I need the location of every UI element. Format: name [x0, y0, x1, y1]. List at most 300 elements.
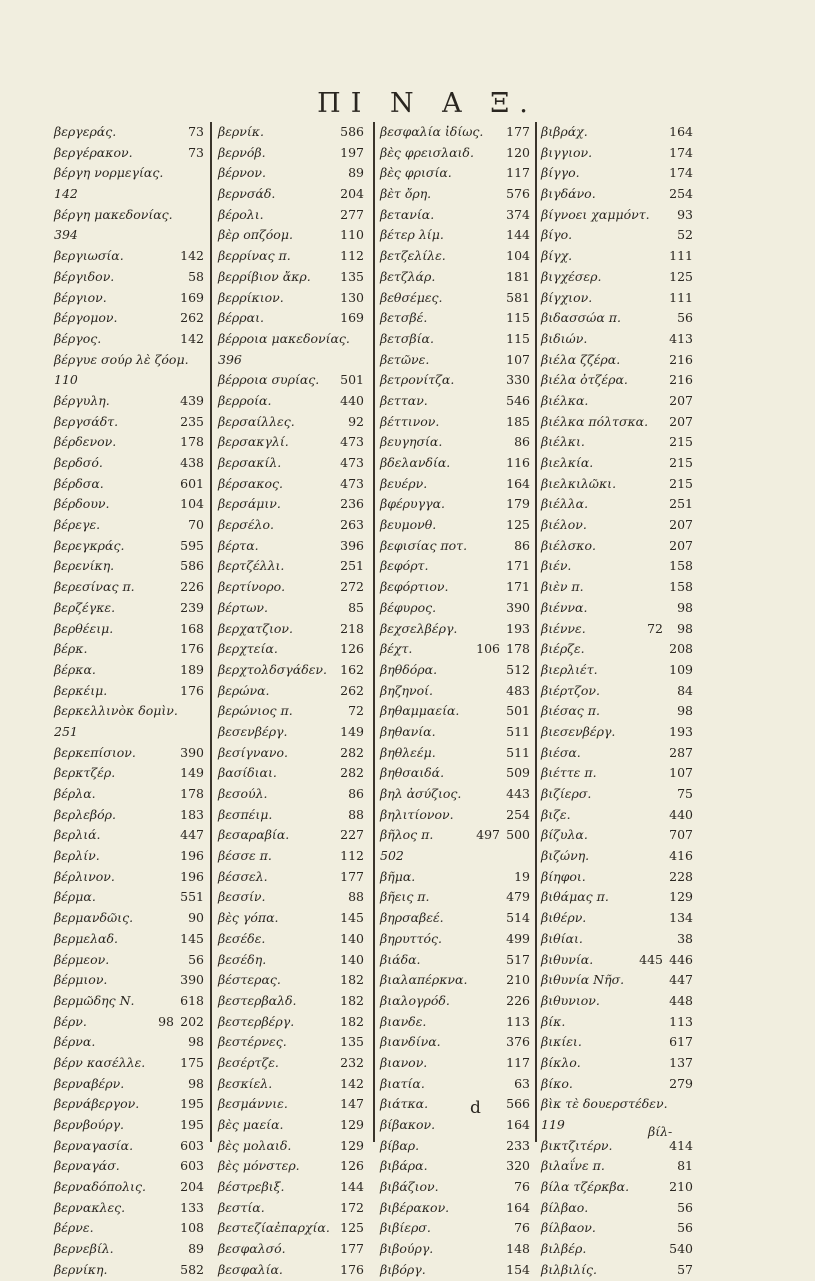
index-entry: [541, 950, 693, 971]
index-entry: [541, 225, 693, 246]
entry-page-number: 86: [348, 786, 364, 801]
entry-page-number: 169: [180, 289, 204, 305]
entry-term: βηλιτίονον.: [380, 806, 454, 822]
entry-term: βερνίκη.: [54, 1261, 108, 1277]
index-entry: [380, 929, 530, 950]
entry-page-number: 448: [669, 992, 693, 1008]
index-entry: [218, 122, 364, 143]
entry-page-number: 193: [669, 723, 693, 739]
index-entry: [218, 1218, 364, 1239]
entry-page-number: 202: [180, 1013, 204, 1029]
entry-term: βιβράχ.: [541, 124, 588, 139]
entry-term: βιέλα ὀτζέρα.: [541, 372, 628, 388]
index-entry: [380, 1218, 530, 1239]
index-entry: [541, 825, 693, 846]
entry-page-number: 129: [340, 1117, 364, 1132]
entry-page-number: 196: [180, 848, 204, 864]
index-entry: [380, 412, 530, 433]
index-column-4: [541, 122, 693, 1281]
entry-page-number: 262: [180, 310, 204, 326]
entry-term: βηρυττός.: [380, 930, 442, 946]
entry-term: βίλβαο.: [541, 1199, 589, 1215]
index-entry: [218, 701, 364, 722]
entry-page-number: 133: [180, 1199, 204, 1215]
entry-page-number: 182: [340, 972, 364, 988]
entry-term: βέρλα.: [54, 786, 96, 801]
entry-term: βεσσίν.: [218, 889, 266, 905]
entry-page-number: 499: [506, 930, 530, 946]
index-entry: [218, 577, 364, 598]
entry-page-number: 182: [340, 992, 364, 1008]
entry-page-number: 272: [340, 579, 364, 595]
entry-alt-page: 445: [639, 951, 663, 967]
index-entry: [380, 205, 530, 226]
entry-term: βῆμα.: [380, 868, 416, 884]
entry-page-number: 116: [506, 455, 530, 470]
entry-page-number: 414: [669, 1137, 693, 1153]
entry-alt-page: 98: [158, 1013, 174, 1029]
entry-term: βιλβέρ.: [541, 1241, 587, 1257]
column-divider: [535, 122, 537, 1142]
entry-page-number: 88: [348, 889, 364, 905]
entry-page-number: 72: [348, 703, 364, 719]
index-entry: [218, 370, 364, 391]
index-entry: [541, 494, 693, 515]
entry-term: βετζελίλε.: [380, 248, 446, 264]
index-entry: [380, 1074, 530, 1095]
index-entry: [54, 536, 204, 557]
entry-term: βιλαΐνε π.: [541, 1158, 605, 1174]
index-entry: [541, 432, 693, 453]
entry-page-number: 178: [180, 434, 204, 450]
index-entry: [380, 308, 530, 329]
index-entry: [218, 1032, 364, 1053]
entry-term: βιατία.: [380, 1075, 425, 1091]
index-entry: [541, 639, 693, 660]
entry-term: βερλιά.: [54, 827, 101, 843]
entry-page-number: 239: [180, 599, 204, 615]
index-entry: [218, 267, 364, 288]
entry-term: βεσφαλία.: [218, 1261, 283, 1277]
entry-term: βεστέρνες.: [218, 1034, 287, 1050]
entry-term: βιανον.: [380, 1054, 428, 1070]
entry-term: βιδιών.: [541, 330, 588, 346]
index-entry: [541, 184, 693, 205]
entry-term: βιβόργ.: [380, 1261, 426, 1277]
entry-term: βηθσαιδά.: [380, 765, 445, 781]
entry-term: βέρμεον.: [54, 951, 110, 967]
entry-page-number: 216: [669, 372, 693, 388]
index-entry: [54, 784, 204, 805]
entry-page-number: 169: [340, 310, 364, 326]
entry-page-number: 440: [669, 806, 693, 822]
index-entry: [218, 1074, 364, 1095]
index-entry: [380, 515, 530, 536]
entry-page-number: 215: [669, 475, 693, 491]
entry-page-number: 176: [340, 1261, 364, 1277]
entry-page-number: 189: [180, 661, 204, 677]
index-entry: [218, 329, 364, 350]
entry-page-number: 226: [180, 579, 204, 595]
index-entry: [380, 805, 530, 826]
entry-page-number: 88: [348, 806, 364, 822]
entry-term: 119: [541, 1117, 565, 1132]
entry-page-number: 168: [180, 620, 204, 636]
entry-page-number: 501: [340, 372, 364, 388]
entry-term: βιανδίνα.: [380, 1034, 441, 1050]
entry-term: βερσαίλλες.: [218, 413, 295, 429]
index-entry: [541, 163, 693, 184]
index-entry: [541, 763, 693, 784]
entry-term: βερενίκη.: [54, 558, 115, 574]
entry-page-number: 125: [506, 517, 530, 533]
index-entry: [541, 453, 693, 474]
entry-page-number: 581: [506, 289, 530, 305]
index-entry: [380, 825, 530, 846]
entry-term: βικτζιτέρν.: [541, 1137, 613, 1153]
entry-page-number: 287: [669, 744, 693, 760]
entry-page-number: 144: [340, 1179, 364, 1195]
entry-term: βίλα τζέρκβα.: [541, 1179, 630, 1195]
index-entry: [541, 329, 693, 350]
entry-term: βερχατζιον.: [218, 620, 293, 636]
entry-page-number: 603: [180, 1158, 204, 1174]
index-entry: [218, 763, 364, 784]
entry-page-number: 501: [506, 703, 530, 719]
index-entry: [541, 1156, 693, 1177]
entry-page-number: 582: [180, 1261, 204, 1277]
entry-term: βερσακίλ.: [218, 455, 282, 470]
entry-term: βέττινον.: [380, 413, 440, 429]
entry-page-number: 76: [514, 1220, 530, 1236]
entry-term: βέστερας.: [218, 972, 281, 988]
entry-page-number: 175: [180, 1054, 204, 1070]
index-entry: [218, 205, 364, 226]
entry-term: βερναβέρν.: [54, 1075, 125, 1091]
entry-page-number: 479: [506, 889, 530, 905]
entry-term: βερνσάδ.: [218, 186, 276, 202]
entry-term: βιζε.: [541, 806, 571, 822]
entry-term: βευγησία.: [380, 434, 443, 450]
entry-term: βιέννα.: [541, 599, 588, 615]
entry-page-number: 93: [677, 206, 693, 222]
entry-term: βιέν.: [541, 558, 572, 574]
index-entry: [218, 784, 364, 805]
index-entry: [218, 391, 364, 412]
entry-term: βιέλα ζζέρα.: [541, 351, 621, 367]
entry-term: βερώνιος π.: [218, 703, 293, 719]
index-entry: [54, 1053, 204, 1074]
entry-page-number: 158: [669, 579, 693, 595]
index-entry: [541, 308, 693, 329]
index-entry: [54, 474, 204, 495]
index-entry: [380, 225, 530, 246]
entry-page-number: 117: [506, 165, 530, 181]
entry-page-number: 227: [340, 827, 364, 843]
index-entry: [54, 639, 204, 660]
index-entry: [54, 308, 204, 329]
entry-term: βέρολι.: [218, 206, 264, 222]
entry-term: βερχτολδσγάδεν.: [218, 661, 327, 677]
entry-term: βίκλο.: [541, 1054, 581, 1070]
entry-page-number: 148: [506, 1241, 530, 1257]
entry-term: βερνακλες.: [54, 1199, 126, 1215]
entry-term: βερρίβιον ἄκρ.: [218, 268, 311, 284]
index-entry: [218, 163, 364, 184]
entry-term: βέρν.: [54, 1013, 87, 1029]
entry-page-number: 603: [180, 1137, 204, 1153]
entry-page-number: 183: [180, 806, 204, 822]
entry-page-number: 70: [188, 517, 204, 533]
index-entry: [380, 184, 530, 205]
entry-term: βερσακγλί.: [218, 434, 289, 450]
index-entry: [54, 1032, 204, 1053]
entry-term: βὲς φρεισλαιδ.: [380, 144, 474, 160]
index-entry: [541, 350, 693, 371]
entry-term: βέσσε π.: [218, 848, 272, 864]
entry-term: βετῶνε.: [380, 351, 430, 367]
index-entry: [541, 722, 693, 743]
entry-page-number: 207: [669, 392, 693, 408]
entry-page-number: 576: [506, 186, 530, 202]
entry-page-number: 98: [188, 1075, 204, 1091]
index-entry: [54, 1136, 204, 1157]
entry-term: βέρλινον.: [54, 868, 115, 884]
entry-page-number: 215: [669, 434, 693, 450]
entry-term: βιθυνιον.: [541, 992, 600, 1008]
entry-page-number: 174: [669, 165, 693, 181]
entry-term: βέρτα.: [218, 537, 259, 553]
entry-page-number: 179: [506, 496, 530, 512]
index-entry: [380, 163, 530, 184]
index-entry: [54, 370, 204, 391]
entry-page-number: 129: [340, 1137, 364, 1153]
entry-term: βέργιδον.: [54, 268, 115, 284]
entry-term: βὶκ τὲ δουερστέδεν.: [541, 1096, 668, 1112]
index-entry: [541, 1239, 693, 1260]
entry-page-number: 282: [340, 744, 364, 760]
index-entry: [380, 1260, 530, 1281]
index-column-1: [54, 122, 204, 1281]
entry-term: βιαλογρόδ.: [380, 992, 450, 1008]
index-entry: [54, 267, 204, 288]
entry-term: βηθαμμαεία.: [380, 703, 460, 719]
entry-term: 396: [218, 351, 242, 367]
entry-page-number: 330: [506, 372, 530, 388]
entry-term: βετσβέ.: [380, 310, 428, 326]
index-entry: [54, 846, 204, 867]
index-entry: [380, 887, 530, 908]
index-entry: [218, 991, 364, 1012]
entry-term: βίγγο.: [541, 165, 580, 181]
catchword: βίλ-: [648, 1124, 673, 1139]
entry-page-number: 98: [188, 1034, 204, 1050]
entry-page-number: 185: [506, 413, 530, 429]
entry-term: βίβακον.: [380, 1117, 436, 1132]
entry-term: βέρεγε.: [54, 517, 101, 533]
index-entry: [380, 763, 530, 784]
index-entry: [54, 143, 204, 164]
entry-page-number: 618: [180, 992, 204, 1008]
entry-page-number: 196: [180, 868, 204, 884]
entry-page-number: 137: [669, 1054, 693, 1070]
index-entry: [54, 701, 204, 722]
index-entry: [218, 887, 364, 908]
entry-page-number: 109: [669, 661, 693, 677]
index-entry: [541, 205, 693, 226]
entry-page-number: 90: [188, 910, 204, 926]
index-entry: [541, 122, 693, 143]
entry-alt-page: 497: [476, 827, 500, 843]
index-entry: [380, 1012, 530, 1033]
entry-page-number: 390: [180, 744, 204, 760]
index-entry: [380, 122, 530, 143]
index-entry: [380, 639, 530, 660]
entry-term: βερμελαδ.: [54, 930, 118, 946]
index-entry: [541, 681, 693, 702]
entry-term: βέργυε σούρ λὲ ζόομ.: [54, 351, 189, 367]
entry-page-number: 92: [348, 413, 364, 429]
entry-page-number: 56: [188, 951, 204, 967]
entry-term: βιέλλα.: [541, 496, 589, 512]
entry-term: βερσέλο.: [218, 517, 274, 533]
index-entry: [541, 619, 693, 640]
entry-term: βιέλον.: [541, 517, 587, 533]
entry-term: βιθυνία.: [541, 951, 594, 967]
entry-page-number: 182: [340, 1013, 364, 1029]
index-entry: [380, 681, 530, 702]
entry-page-number: 216: [669, 351, 693, 367]
entry-page-number: 195: [180, 1117, 204, 1132]
entry-page-number: 251: [340, 558, 364, 574]
entry-term: βίβαρ.: [380, 1137, 420, 1153]
entry-term: βέρσακος.: [218, 475, 283, 491]
entry-term: βίγο.: [541, 227, 573, 243]
entry-page-number: 149: [180, 765, 204, 781]
entry-page-number: 81: [677, 1158, 693, 1174]
index-entry: [54, 494, 204, 515]
entry-page-number: 85: [348, 599, 364, 615]
index-entry: [541, 577, 693, 598]
entry-term: βέστρεβιξ.: [218, 1179, 285, 1195]
entry-term: βιέλκα.: [541, 392, 589, 408]
entry-term: βιερλιέτ.: [541, 661, 598, 677]
entry-page-number: 89: [348, 165, 364, 181]
entry-page-number: 171: [506, 558, 530, 574]
entry-page-number: 251: [669, 496, 693, 512]
index-entry: [541, 743, 693, 764]
entry-term: βεστερβέργ.: [218, 1013, 295, 1029]
index-entry: [54, 1094, 204, 1115]
entry-page-number: 56: [677, 310, 693, 326]
index-entry: [54, 1218, 204, 1239]
index-entry: [218, 950, 364, 971]
entry-term: βιζώνη.: [541, 848, 590, 864]
index-entry: [380, 867, 530, 888]
entry-term: βιγδάνο.: [541, 186, 596, 202]
entry-term: βερροία.: [218, 392, 272, 408]
entry-term: 110: [54, 372, 78, 388]
entry-page-number: 177: [340, 1241, 364, 1257]
entry-term: βιάδα.: [380, 951, 421, 967]
entry-term: βερνβούργ.: [54, 1117, 125, 1132]
entry-page-number: 601: [180, 475, 204, 491]
index-entry: [380, 1136, 530, 1157]
index-entry: [380, 536, 530, 557]
entry-term: βίκ.: [541, 1013, 566, 1029]
index-entry: [54, 1198, 204, 1219]
index-entry: [218, 412, 364, 433]
entry-page-number: 73: [188, 124, 204, 139]
entry-page-number: 19: [514, 868, 530, 884]
entry-page-number: 125: [669, 268, 693, 284]
index-entry: [54, 805, 204, 826]
index-entry: [54, 1156, 204, 1177]
index-entry: [218, 639, 364, 660]
entry-term: βέτερ λίμ.: [380, 227, 444, 243]
entry-term: βιβάζιον.: [380, 1179, 439, 1195]
entry-page-number: 125: [340, 1220, 364, 1236]
index-entry: [54, 681, 204, 702]
entry-page-number: 207: [669, 517, 693, 533]
entry-term: βικίει.: [541, 1034, 582, 1050]
entry-term: βερκελλινὸκ δομὶν.: [54, 703, 178, 719]
entry-term: 394: [54, 227, 78, 243]
entry-page-number: 142: [180, 248, 204, 264]
entry-term: βὲς φρισία.: [380, 165, 452, 181]
entry-page-number: 126: [340, 641, 364, 657]
entry-term: βευέρν.: [380, 475, 428, 491]
index-entry: [380, 143, 530, 164]
entry-page-number: 145: [180, 930, 204, 946]
entry-page-number: 438: [180, 455, 204, 470]
entry-term: βερεγκράς.: [54, 537, 125, 553]
entry-page-number: 517: [506, 951, 530, 967]
index-entry: [218, 350, 364, 371]
entry-page-number: 115: [506, 310, 530, 326]
entry-page-number: 86: [514, 537, 530, 553]
index-entry: [380, 743, 530, 764]
index-entry: [54, 577, 204, 598]
index-entry: [380, 1094, 530, 1115]
index-entry: [54, 1177, 204, 1198]
index-entry: [380, 370, 530, 391]
entry-term: βὲτ ὄρη.: [380, 186, 432, 202]
entry-page-number: 117: [506, 1054, 530, 1070]
entry-term: βιελκιλῶκι.: [541, 475, 617, 491]
index-entry: [54, 288, 204, 309]
index-entry: [541, 1198, 693, 1219]
entry-term: βὲς μόνστερ.: [218, 1158, 300, 1174]
index-entry: [380, 1177, 530, 1198]
index-entry: [218, 515, 364, 536]
index-entry: [541, 246, 693, 267]
index-entry: [541, 474, 693, 495]
entry-term: βερμανδῶις.: [54, 910, 134, 926]
entry-page-number: 112: [340, 848, 364, 864]
index-entry: [380, 722, 530, 743]
entry-term: βεφισίας ποτ.: [380, 537, 468, 553]
entry-page-number: 164: [506, 1117, 530, 1132]
entry-term: βεσφαλσό.: [218, 1241, 286, 1257]
entry-page-number: 447: [180, 827, 204, 843]
index-entry: [218, 1177, 364, 1198]
index-entry: [54, 867, 204, 888]
entry-page-number: 164: [669, 124, 693, 139]
entry-page-number: 254: [506, 806, 530, 822]
index-entry: [54, 391, 204, 412]
index-entry: [541, 556, 693, 577]
